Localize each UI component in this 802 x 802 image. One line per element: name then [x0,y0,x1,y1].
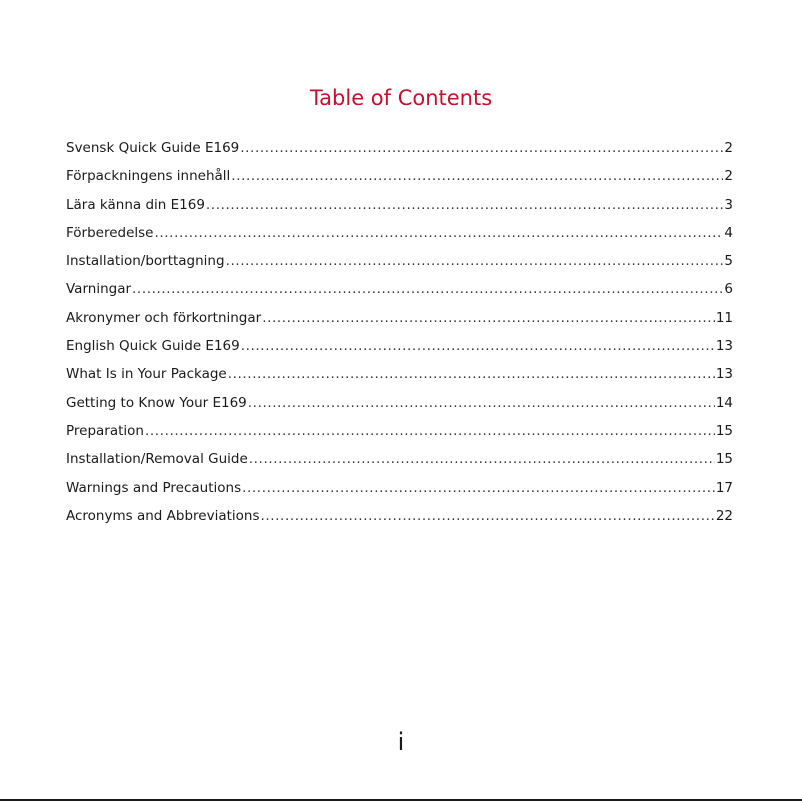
toc-entry[interactable] [66,308,733,336]
toc-dot-leader [145,421,715,441]
toc-entry-page: 5 [724,253,733,270]
toc-entry-page: 11 [715,309,733,326]
table-of-contents [66,138,733,534]
toc-entry-label: Svensk Quick Guide E169 [66,140,240,156]
toc-entry-page: 6 [724,281,733,298]
toc-entry-page: 14 [715,394,733,411]
toc-entry-label: What Is in Your Package [66,366,227,383]
toc-entry-label: Preparation [66,422,144,439]
toc-entry-label: Getting to Know Your E169 [66,394,247,411]
toc-dot-leader [262,308,715,328]
toc-dot-leader [155,223,724,243]
toc-dot-leader [241,336,715,356]
toc-entry-page: 13 [715,366,733,383]
toc-entry-page: 17 [715,479,733,496]
toc-entry-label: Installation/borttagning [66,253,225,270]
toc-entry-label: Warnings and Precautions [66,479,242,496]
toc-entry[interactable] [66,421,733,449]
toc-entry-page: 3 [724,196,733,213]
toc-entry[interactable] [66,506,733,534]
toc-entry-page: 15 [715,422,733,439]
toc-entry[interactable] [66,478,733,506]
toc-entry-label: Installation/Removal Guide [66,451,248,468]
toc-entry[interactable] [66,364,733,392]
toc-entry-label: Varningar [66,281,132,298]
bottom-rule [0,799,802,801]
page-title: Table of Contents [309,86,493,111]
toc-entry[interactable] [66,195,733,223]
toc-dot-leader [242,478,715,498]
toc-dot-leader [249,449,715,469]
toc-dot-leader [240,138,723,158]
toc-entry-label: Förberedelse [66,224,154,241]
toc-dot-leader [228,364,715,384]
toc-dot-leader [260,506,714,526]
toc-entry-page: 13 [715,338,733,355]
toc-entry-page: 15 [715,451,733,468]
toc-dot-leader [226,251,724,271]
toc-entry-page: 2 [724,140,733,156]
page-number: i [397,728,405,756]
toc-entry[interactable] [66,336,733,364]
toc-entry-label: English Quick Guide E169 [66,338,240,355]
toc-entry-page: 4 [724,224,733,241]
toc-entry[interactable] [66,223,733,251]
toc-entry[interactable] [66,393,733,421]
toc-entry-label: Förpackningens innehåll [66,168,231,185]
toc-dot-leader [231,166,723,186]
toc-entry-page: 2 [724,168,733,185]
toc-entry-label: Akronymer och förkortningar [66,309,262,326]
toc-entry[interactable] [66,138,733,166]
toc-entry-label: Lära känna din E169 [66,196,205,213]
toc-entry[interactable] [66,449,733,477]
toc-entry-page: 22 [715,507,733,524]
toc-entry-label: Acronyms and Abbreviations [66,507,260,524]
toc-dot-leader [248,393,715,413]
toc-entry[interactable] [66,279,733,307]
toc-entry[interactable] [66,166,733,194]
toc-entry[interactable] [66,251,733,279]
toc-dot-leader [132,279,723,299]
toc-dot-leader [206,195,724,215]
